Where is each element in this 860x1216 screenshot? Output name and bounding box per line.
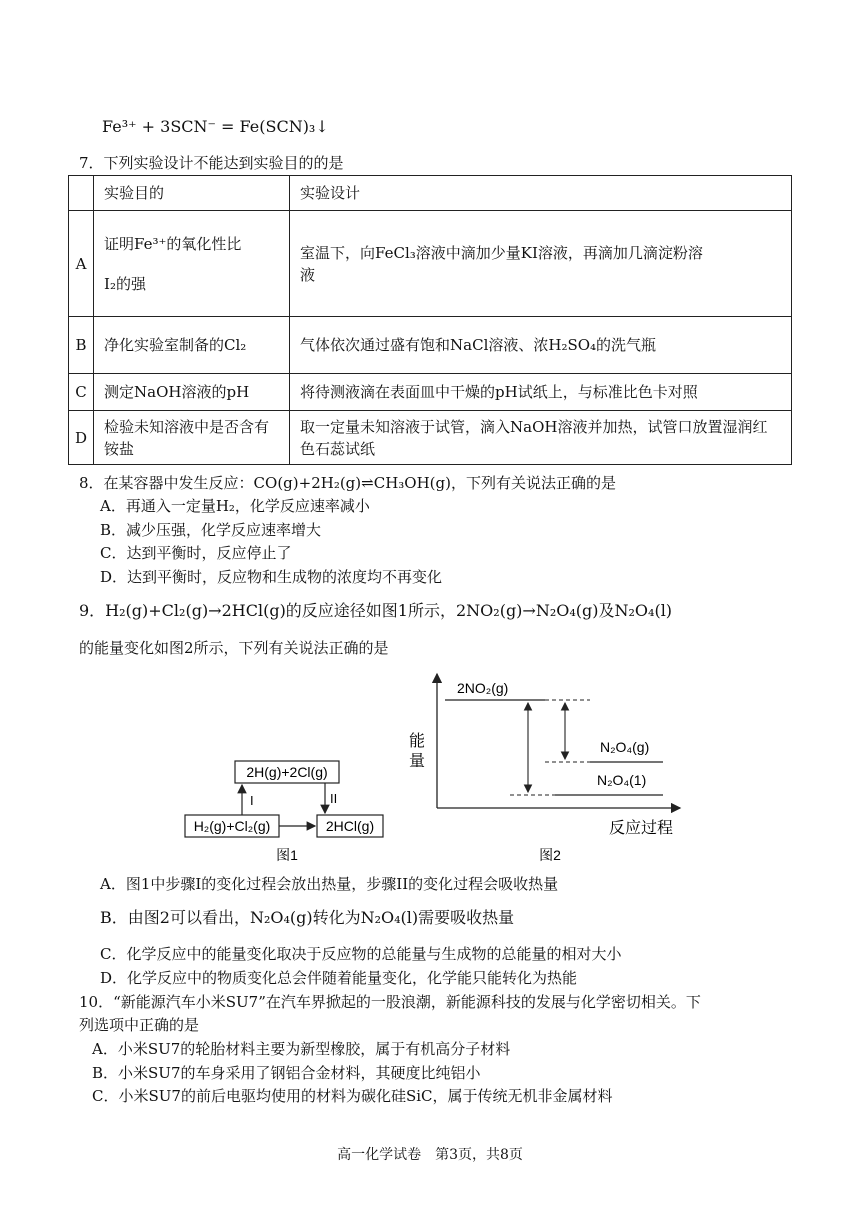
q10-option-b: B．小米SU7的车身采用了钢铝合金材料，其硬度比纯铝小 [92, 1064, 481, 1082]
equation-sign: = [215, 117, 240, 136]
design-line-2: 液 [300, 265, 316, 284]
row-key: A [69, 211, 94, 317]
design-line-1: 室温下，向FeCl₃溶液中滴加少量KI溶液，再滴加几滴淀粉溶 [300, 243, 703, 262]
row-aim: 测定NaOH溶液的pH [94, 374, 290, 411]
q9-stem-1: 9．H₂(g)+Cl₂(g)→2HCl(g)的反应途径如图1所示，2NO₂(g)→N₂O₄(g)及N₂O₄(l) [79, 601, 673, 620]
q8-stem-pre: 8．在某容器中发生反应：CO(g)+2H₂(g) [79, 474, 362, 492]
q7-stem: 7．下列实验设计不能达到实验目的的是 [79, 154, 344, 172]
column-header-design: 实验设计 [290, 176, 792, 211]
table-cell [69, 176, 94, 211]
equation-lhs: Fe³⁺ + 3SCN⁻ [102, 117, 216, 136]
q8-stem-post: CH₃OH(g)，下列有关说法正确的是 [373, 474, 616, 492]
row-aim: 净化实验室制备的Cl₂ [94, 317, 290, 374]
x-axis-label: 反应过程 [608, 820, 674, 837]
fig1-top-label: 2H(g)+2Cl(g) [246, 764, 328, 780]
q9-option-b: B．由图2可以看出，N₂O₄(g)转化为N₂O₄(l)需要吸收热量 [100, 908, 515, 927]
q9-stem-2: 的能量变化如图2所示，下列有关说法正确的是 [79, 639, 389, 657]
fig1-right-label: 2HCl(g) [325, 818, 375, 834]
y-axis-label-2: 量 [409, 753, 426, 770]
table-row-b [69, 317, 792, 374]
y-axis-label-1: 能 [409, 733, 426, 750]
row-design [290, 211, 792, 317]
row-design: 气体依次通过盛有饱和NaCl溶液、浓H₂SO₄的洗气瓶 [290, 317, 792, 374]
q9-option-d: D．化学反应中的物质变化总会伴随着能量变化，化学能只能转化为热能 [100, 969, 578, 987]
row-key: C [69, 374, 94, 411]
fig2-caption: 图2 [539, 847, 561, 863]
table-row-a [69, 211, 792, 317]
q10-stem-1: 10．“新能源汽车小米SU7”在汽车界掀起的一股浪潮，新能源科技的发展与化学密切相关。下 [79, 993, 701, 1011]
q10-option-c: C．小米SU7的前后电驱均使用的材料为碳化硅SiC，属于传统无机非金属材料 [92, 1087, 613, 1105]
level-high-label: 2NO₂(g) [457, 680, 509, 696]
aim-line-2: I₂的强 [104, 274, 146, 293]
figure-1-diagram [180, 755, 400, 870]
q8-option-c: C．达到平衡时，反应停止了 [100, 544, 292, 562]
row-aim: 检验未知溶液中是否含有铵盐 [94, 411, 290, 465]
q10-option-a: A．小米SU7的轮胎材料主要为新型橡胶，属于有机高分子材料 [92, 1040, 511, 1058]
page-footer: 高一化学试卷 第3页，共8页 [337, 1147, 523, 1163]
fig1-step1-label: I [250, 793, 254, 808]
aim-line-1: 证明Fe³⁺的氧化性比 [104, 234, 242, 253]
table-header-row [69, 176, 792, 211]
fig1-left-label: H₂(g)+Cl₂(g) [193, 818, 271, 834]
q8-option-b: B．减少压强，化学反应速率增大 [100, 521, 322, 539]
fig1-caption: 图1 [276, 847, 298, 863]
level-mid-label: N₂O₄(g) [600, 739, 650, 755]
table-row-c [69, 374, 792, 411]
q8-option-d: D．达到平衡时，反应物和生成物的浓度均不再变化 [100, 568, 443, 586]
equation-rhs: Fe(SCN)₃↓ [239, 117, 329, 136]
top-equation [102, 117, 329, 137]
q9-option-a: A．图1中步骤I的变化过程会放出热量，步骤II的变化过程会吸收热量 [100, 875, 559, 893]
row-key: B [69, 317, 94, 374]
q7-table [68, 175, 792, 465]
row-design: 取一定量未知溶液于试管，滴入NaOH溶液并加热，试管口放置湿润红色石蕊试纸 [290, 411, 792, 465]
q8-stem [79, 473, 616, 493]
column-header-aim: 实验目的 [94, 176, 290, 211]
row-aim [94, 211, 290, 317]
q9-option-c: C．化学反应中的能量变化取决于反应物的总能量与生成物的总能量的相对大小 [100, 945, 622, 963]
table-row-d [69, 411, 792, 465]
fig1-step2-label: II [330, 791, 338, 806]
equilibrium-arrow-icon: ⇌ [361, 474, 374, 492]
figure-2-energy-diagram [405, 668, 690, 868]
row-design: 将待测液滴在表面皿中干燥的pH试纸上，与标准比色卡对照 [290, 374, 792, 411]
q8-option-a: A．再通入一定量H₂，化学反应速率减小 [100, 497, 370, 515]
row-key: D [69, 411, 94, 465]
q10-stem-2: 列选项中正确的是 [79, 1016, 200, 1034]
level-low-label: N₂O₄(1) [597, 772, 647, 788]
